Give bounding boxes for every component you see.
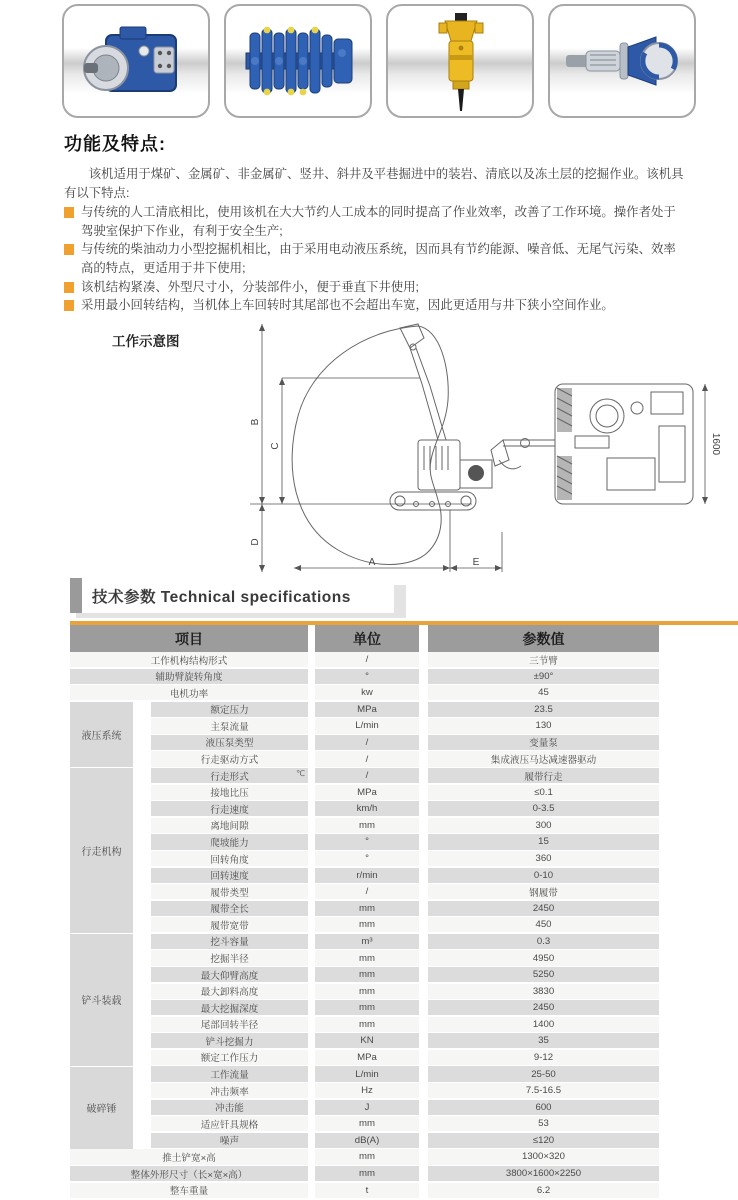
header-side-bar [70,578,82,613]
unit-cell: ° [315,851,419,866]
table-row [70,1133,659,1148]
hydraulic-breaker-icon [415,11,505,111]
item-cell: 辅助臂旋转角度 [70,669,308,684]
item-cell: 噪声 [151,1133,308,1148]
item-cell: 铲斗挖掘力 [151,1033,308,1048]
table-row [70,1166,659,1181]
value-cell: 履带行走 [428,768,659,783]
item-cell: 履带宽带 [151,917,308,932]
value-cell: ±90° [428,669,659,684]
column-header-value: 参数值 [428,625,659,652]
grab-tool-icon [560,21,684,101]
item-cell: 工作流量 [151,1066,308,1081]
item-cell: 额定压力 [151,702,308,717]
value-cell: 3800×1600×2250 [428,1166,659,1181]
table-row [70,1100,659,1115]
product-image-breaker [386,4,534,118]
table-row [70,1066,659,1081]
unit-cell: MPa [315,702,419,717]
features-title: 功能及特点: [64,134,166,154]
value-cell: 三节臂 [428,652,659,667]
dim-label-e: E [472,557,480,568]
header-plate [70,578,394,613]
unit-cell: KN [315,1033,419,1048]
value-cell: 0-10 [428,868,659,883]
table-header-row [70,625,659,652]
table-row [70,884,659,899]
item-cell: 最大卸料高度 [151,984,308,999]
unit-cell: / [315,884,419,899]
item-cell: 冲击能 [151,1100,308,1115]
unit-cell: mm [315,917,419,932]
unit-cell: mm [315,1116,419,1131]
item-cell: 行走速度 [151,801,308,816]
value-cell: 7.5-16.5 [428,1083,659,1098]
unit-cell: / [315,768,419,783]
unit-cell: mm [315,1149,419,1164]
unit-cell: mm [315,967,419,982]
value-cell: 0-3.5 [428,801,659,816]
group-label-cell: 液压系统 [70,702,133,767]
value-cell: 15 [428,834,659,849]
top-view-dim-label: 1600 [710,432,721,456]
item-cell: 推土铲宽×高 [70,1149,308,1164]
value-cell: 23.5 [428,702,659,717]
bullet-square-icon [64,207,74,218]
item-cell: 离地间隙 [151,818,308,833]
item-cell: 冲击频率 [151,1083,308,1098]
unit-cell: dB(A) [315,1133,419,1148]
table-row [70,751,659,766]
group-label-cell: 铲斗装载 [70,934,133,1065]
value-cell: ≤120 [428,1133,659,1148]
table-row [70,1033,659,1048]
table-row [70,768,659,783]
working-diagram-section [0,322,738,578]
value-cell: 6.2 [428,1183,659,1198]
unit-cell: mm [315,984,419,999]
item-cell: 行走驱动方式 [151,751,308,766]
table-row [70,967,659,982]
bullet-square-icon [64,282,74,293]
product-image-grab [548,4,696,118]
value-cell: 9-12 [428,1050,659,1065]
feature-text: 该机结构紧凑、外型尺寸小，分装部件小，便于垂直下井使用; [81,279,419,294]
value-cell: ≤0.1 [428,785,659,800]
item-cell: 整车重量 [70,1183,308,1198]
item-cell: 履带全长 [151,901,308,916]
table-row [70,1083,659,1098]
table-row [70,950,659,965]
table-row [70,685,659,700]
value-cell: 130 [428,718,659,733]
unit-cell: L/min [315,718,419,733]
column-header-item: 项目 [70,625,308,652]
value-cell: 4950 [428,950,659,965]
unit-cell: mm [315,818,419,833]
value-cell: 300 [428,818,659,833]
table-row [70,801,659,816]
item-cell: 最大仰臂高度 [151,967,308,982]
table-row [70,718,659,733]
dim-label-a: A [368,557,376,568]
unit-cell: mm [315,1017,419,1032]
item-cell: 爬坡能力 [151,834,308,849]
unit-cell: / [315,751,419,766]
table-row [70,1116,659,1131]
unit-cell: mm [315,950,419,965]
item-cell: 回转速度 [151,868,308,883]
table-row [70,735,659,750]
unit-cell: ° [315,834,419,849]
unit-cell: km/h [315,801,419,816]
item-suffix: ℃ [296,769,305,779]
value-cell: 钢履带 [428,884,659,899]
feature-item [64,278,684,297]
item-cell: 挖斗容量 [151,934,308,949]
hydraulic-pump-icon [76,13,196,109]
value-cell: 1300×320 [428,1149,659,1164]
value-cell: 变量泵 [428,735,659,750]
product-image-pump [62,4,210,118]
product-image-valve [224,4,372,118]
table-row [70,1017,659,1032]
dim-label-d: D [250,538,261,546]
item-cell: 工作机构结构形式 [70,652,308,667]
unit-cell: / [315,735,419,750]
features-section [64,130,684,315]
bullet-square-icon [64,244,74,255]
value-cell: 450 [428,917,659,932]
unit-cell: mm [315,901,419,916]
table-row [70,1000,659,1015]
unit-cell: L/min [315,1066,419,1081]
item-cell: 挖掘半径 [151,950,308,965]
value-cell: 0.3 [428,934,659,949]
item-cell: 液压泵类型 [151,735,308,750]
value-cell: 3830 [428,984,659,999]
table-row [70,1149,659,1164]
working-range-diagram [250,322,730,578]
value-cell: 25-50 [428,1066,659,1081]
item-cell: 适应钎具规格 [151,1116,308,1131]
table-row [70,868,659,883]
group-label-cell: 破碎锤 [70,1067,133,1149]
dim-label-c: C [270,442,281,450]
table-row [70,834,659,849]
value-cell: 360 [428,851,659,866]
table-row [70,1183,659,1198]
item-cell: 主泵流量 [151,718,308,733]
item-cell: 回转角度 [151,851,308,866]
spec-section-title: 技术参数 Technical specifications [92,588,351,606]
unit-cell: J [315,1100,419,1115]
table-row [70,652,659,667]
feature-text: 采用最小回转结构，当机体上车回转时其尾部也不会超出车宽，因此更适用与井下狭小空间作业。 [81,298,614,313]
item-cell: 履带类型 [151,884,308,899]
table-row [70,901,659,916]
unit-cell: r/min [315,868,419,883]
item-cell: 整体外形尺寸（长×宽×高） [70,1166,308,1181]
feature-text: 与传统的人工清底相比，使用该机在大大节约人工成本的同时提高了作业效率，改善了工作环境。操作者处于驾驶室保护下作业，有利于安全生产; [81,205,676,238]
table-row [70,1050,659,1065]
table-row [70,818,659,833]
unit-cell: / [315,652,419,667]
table-row [70,669,659,684]
dim-label-b: B [250,418,261,426]
unit-cell: mm [315,1166,419,1181]
multiway-valve-icon [236,13,360,109]
table-row [70,934,659,949]
features-intro: 该机适用于煤矿、金属矿、非金属矿、竖井、斜井及平巷掘进中的装岩、清底以及冻土层的挖掘作业。该机具有以下特点: [64,167,684,200]
value-cell: 53 [428,1116,659,1131]
feature-item [64,296,684,315]
unit-cell: m³ [315,934,419,949]
value-cell: 集成液压马达减速器驱动 [428,751,659,766]
value-cell: 2450 [428,1000,659,1015]
unit-cell: t [315,1183,419,1198]
unit-cell: MPa [315,785,419,800]
feature-item [64,240,684,277]
table-row [70,984,659,999]
item-cell: 电机功率 [70,685,308,700]
unit-cell: Hz [315,1083,419,1098]
unit-cell: kw [315,685,419,700]
table-row [70,851,659,866]
item-cell: 额定工作压力 [151,1050,308,1065]
unit-cell: ° [315,669,419,684]
table-row [70,917,659,932]
table-row [70,785,659,800]
bullet-square-icon [64,300,74,311]
table-body [70,652,659,1199]
value-cell: 1400 [428,1017,659,1032]
value-cell: 45 [428,685,659,700]
product-image-row [62,4,696,118]
feature-text: 与传统的柴油动力小型挖掘机相比，由于采用电动液压系统，因而具有节约能源、噪音低、无尾气污染、效率高的特点，更适用于井下使用; [81,242,676,275]
item-cell: 接地比压 [151,785,308,800]
item-cell: 最大挖掘深度 [151,1000,308,1015]
column-header-unit: 单位 [315,625,419,652]
value-cell: 5250 [428,967,659,982]
feature-item [64,203,684,240]
value-cell: 2450 [428,901,659,916]
item-cell: 尾部回转半径 [151,1017,308,1032]
unit-cell: mm [315,1000,419,1015]
item-cell: 行走形式 ℃ [151,768,308,783]
group-label-cell: 行走机构 [70,768,133,933]
diagram-title: 工作示意图 [112,334,180,349]
unit-cell: MPa [315,1050,419,1065]
value-cell: 600 [428,1100,659,1115]
feature-list [64,203,684,315]
value-cell: 35 [428,1033,659,1048]
table-row [70,702,659,717]
